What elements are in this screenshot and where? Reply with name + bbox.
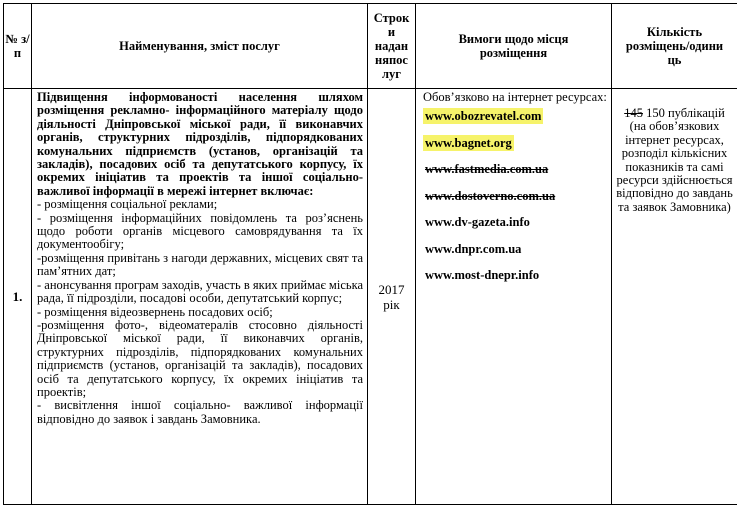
header-term-line: и — [387, 25, 396, 39]
site-name: www.most-dnepr.info — [425, 268, 540, 283]
service-item: - розміщення відеозвернень посадових осіб; — [37, 304, 273, 319]
site-entry — [423, 190, 607, 217]
site-name: www.dv-gazeta.info — [425, 215, 530, 230]
site-entry — [423, 269, 607, 296]
header-number-label: № з/п — [5, 32, 30, 60]
service-lead-text: Підвищення інформованості населення шляхом розміщення рекламно- інформаційного матеріалу щодо діяльності Дніпровської міської ради, її виконавчих органів, структурних підрозділів, підпорядкованих комунальних підприємств (установ, організацій та закладів), посадових осіб та депутатського корпусу, їх окремих ініціатив та проектів та іншої соціально-важливої інформації в мережі інтернет включає: — [37, 90, 363, 198]
site-name: www.dostoverno.com.ua — [425, 188, 556, 203]
site-entry — [423, 110, 607, 137]
service-item: -розміщення привітань з нагоди державних, місцевих свят та пам’ятних дат; — [37, 250, 363, 279]
site-name: www.fastmedia.com.ua — [425, 162, 549, 177]
site-name: www.dnpr.com.ua — [425, 241, 522, 256]
term-unit: рік — [383, 296, 400, 312]
header-term-line: надан — [374, 39, 409, 53]
placement-requirements — [416, 89, 612, 505]
services-table — [3, 3, 737, 505]
service-item: - висвітлення іншої соціально- важливої інформації відповідно до заявок і завдань Замовника. — [37, 398, 363, 426]
table-row — [4, 89, 737, 505]
service-item: - анонсування програм заходів, участь в яких приймає міська рада, її підрозділи, посадові особи, депутатський корпус; — [37, 277, 364, 306]
header-name-label: Найменування, зміст послуг — [119, 39, 280, 53]
site-entry — [423, 216, 607, 243]
header-requirements-line: розміщення — [479, 46, 548, 60]
quantity-old: 145 — [624, 106, 643, 120]
header-requirements — [416, 4, 612, 89]
term-year: 2017 — [378, 281, 405, 297]
quantity-text: публікацій (на обов’язкових інтернет ресурсах, розподіл кількісних показників та самі ресурси здійснюється відповідно до завдань та заявок Замовника) — [616, 106, 733, 214]
header-name — [32, 4, 368, 89]
site-entry — [423, 243, 607, 270]
site-entry — [423, 163, 607, 190]
table-header-row — [4, 4, 737, 89]
placement-quantity — [612, 89, 737, 505]
header-quantity-line: розміщень/одини — [625, 39, 724, 53]
row-number-label: 1. — [12, 288, 23, 304]
site-name: www.obozrevatel.com — [425, 109, 542, 124]
header-term-line: Строк — [373, 11, 410, 25]
header-quantity-line: Кількість — [646, 25, 703, 39]
header-quantity-line: ць — [667, 53, 682, 67]
header-term-line: няпос — [375, 53, 408, 67]
service-description — [32, 89, 368, 505]
header-requirements-line: Вимоги щодо місця — [458, 32, 569, 46]
header-quantity — [612, 4, 737, 89]
row-number — [4, 89, 32, 505]
service-item: - розміщення соціальної реклами; — [37, 197, 218, 212]
service-item: -розміщення фото-, відеоматералів стосовно діяльності Дніпровської міської ради, її виконавчих органів, структурних підрозділів, підпорядкованих комунальних підприємств (установ, організацій та закладів), посадових осіб та депутатського корпусу, їх окремих ініціатив та проектів; — [37, 317, 363, 399]
service-term — [368, 89, 416, 505]
header-term — [368, 4, 416, 89]
header-term-line: луг — [382, 67, 401, 81]
service-item: - розміщення інформаційних повідомлень та роз’яснень щодо роботи органів місцевого самоврядування та їх документообігу; — [37, 210, 363, 252]
site-entry — [423, 137, 607, 164]
quantity-new: 150 — [646, 106, 665, 120]
header-number — [4, 4, 32, 89]
site-name: www.bagnet.org — [425, 135, 512, 150]
requirements-intro: Обов’язково на інтернет ресурсах: — [423, 90, 607, 104]
